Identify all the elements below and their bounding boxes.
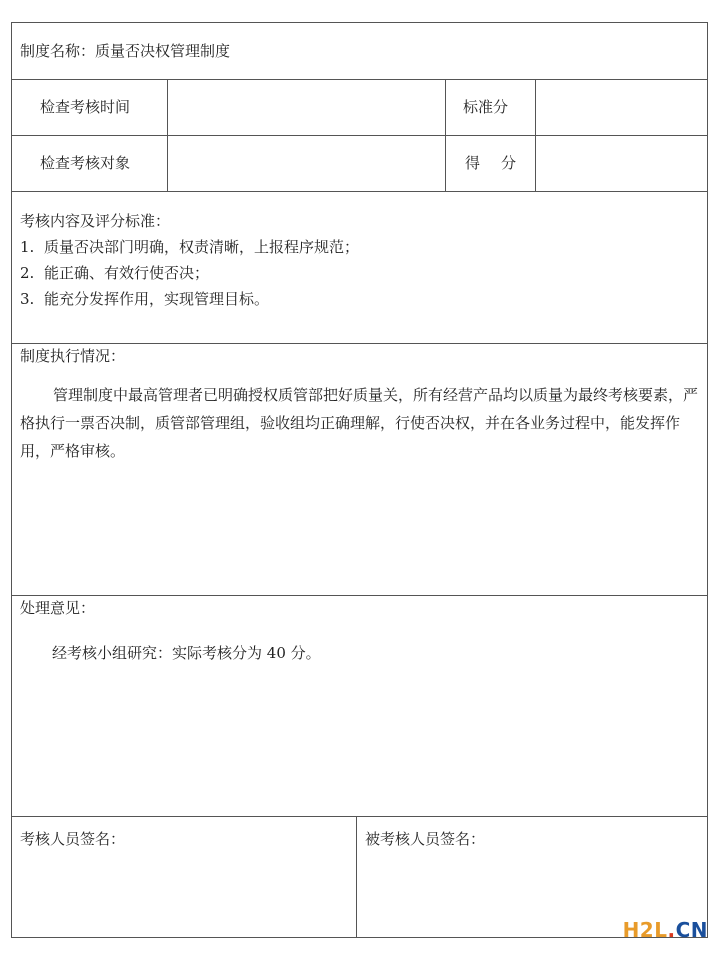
border-left xyxy=(11,22,12,938)
site-watermark-logo xyxy=(623,918,708,942)
system-name-label: 制度名称： xyxy=(20,42,96,60)
criteria-item xyxy=(20,260,359,286)
score-label: 得 分 xyxy=(465,154,520,172)
check-target-label: 检查考核对象 xyxy=(40,154,131,172)
watermark-part-h2l: H2L xyxy=(622,918,668,942)
criteria-item-number: 3. xyxy=(20,290,35,308)
execution-text: 管理制度中最高管理者已明确授权质管部把好质量关，所有经营产品均以质量为最终考核要素，严格执行一票否决制，质管部管理组，验收组均正确理解，行使否决权，并在各业务过程中，能发挥作用，严格审核。 xyxy=(20,386,699,460)
criteria-title: 考核内容及评分标准： xyxy=(20,212,171,230)
border-top xyxy=(11,22,708,23)
border-row1 xyxy=(11,79,708,80)
border-row2 xyxy=(11,135,708,136)
border-col3 xyxy=(535,79,536,192)
border-col1 xyxy=(167,79,168,192)
examiner-signature-field[interactable] xyxy=(12,855,355,935)
criteria-item-text: 能正确、有效行使否决； xyxy=(44,264,210,282)
standard-score-label: 标准分 xyxy=(463,98,509,116)
system-name-row xyxy=(20,41,230,61)
criteria-item-number: 1. xyxy=(20,238,35,256)
opinion-title: 处理意见： xyxy=(20,599,96,617)
watermark-part-dot: . xyxy=(667,918,676,942)
criteria-item-text: 质量否决部门明确，权责清晰，上报程序规范； xyxy=(44,238,360,256)
criteria-item-text: 能充分发挥作用，实现管理目标。 xyxy=(44,290,270,308)
criteria-item xyxy=(20,286,359,312)
border-row5 xyxy=(11,595,708,596)
watermark-part-cn: CN xyxy=(675,918,708,942)
execution-title: 制度执行情况： xyxy=(20,347,126,365)
border-bottom xyxy=(11,937,708,938)
border-row6 xyxy=(11,816,708,817)
border-right xyxy=(707,22,708,938)
border-row3 xyxy=(11,191,708,192)
criteria-item-number: 2. xyxy=(20,264,35,282)
criteria-item xyxy=(20,234,359,260)
border-row4 xyxy=(11,343,708,344)
examinee-signature-label: 被考核人员签名： xyxy=(365,830,486,848)
criteria-list xyxy=(20,234,359,312)
border-col2 xyxy=(445,79,446,192)
check-time-label: 检查考核时间 xyxy=(40,98,131,116)
border-sign-divider xyxy=(356,816,357,938)
examiner-signature-label: 考核人员签名： xyxy=(20,830,126,848)
opinion-text: 经考核小组研究：实际考核分为 40 分。 xyxy=(52,644,321,662)
system-name-value: 质量否决权管理制度 xyxy=(95,42,231,60)
